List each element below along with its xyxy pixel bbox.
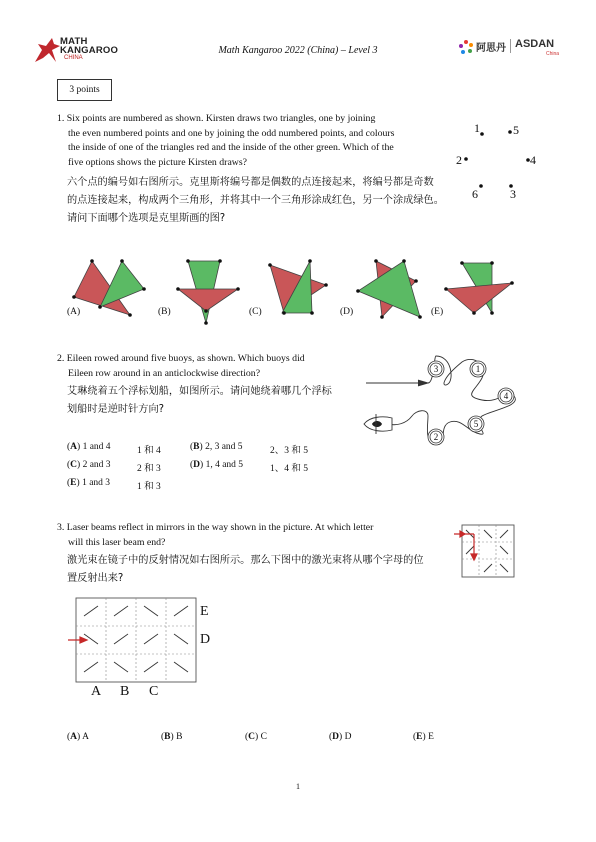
grid-letter-b: B (120, 684, 130, 699)
q1-cn3: 请问下面哪个选项是克里斯画的图? (67, 213, 226, 224)
q2-option-c-en: 2 and 3 (82, 460, 111, 470)
buoy-4: 4 (503, 391, 509, 401)
q1-points-diagram (452, 118, 542, 208)
logo-line-1: MATH (60, 36, 88, 47)
points-box: 3 points (57, 79, 112, 101)
point-label-5: 5 (513, 123, 519, 137)
q3-option-a[interactable]: (A) A (67, 732, 89, 742)
q2-option-a-en: 1 and 4 (82, 442, 111, 452)
q2-cn2: 划船时是逆时针方向? (67, 404, 165, 415)
q2-option-b-en: 2, 3 and 5 (205, 442, 243, 452)
point-label-3: 3 (510, 187, 516, 201)
q3-example-diagram (454, 522, 520, 582)
q2-option-e-cn: 1 和 3 (137, 482, 161, 492)
q2-option-e[interactable]: (E) 1 and 3 (67, 478, 111, 488)
q3-option-b-text: B (176, 732, 183, 742)
q1-line4: five options shows the picture Kirsten draws? (68, 156, 248, 168)
q2-cn-text (67, 383, 332, 419)
q3-cn2: 置反射出来? (67, 573, 124, 584)
q1-cn1: 六个点的编号如右图所示。克里斯将编号都是偶数的点连接起来，将编号都是奇数 (67, 177, 434, 188)
q2-option-b[interactable]: (B) 2, 3 and 5 (190, 442, 243, 452)
q1-cn-text (67, 174, 444, 228)
q3-option-c[interactable]: (C) C (245, 732, 267, 742)
asdan-sub: China (546, 51, 560, 57)
q3-text (57, 521, 373, 550)
asdan-cn: 阿思丹 (476, 43, 506, 54)
grid-letter-d: D (200, 632, 211, 647)
point-label-1: 1 (474, 121, 480, 135)
q2-option-a-cn: 1 和 4 (137, 446, 161, 456)
boat-icon (364, 414, 392, 434)
q1-line2: the even numbered points and one by joining the odd numbered points, and colours (68, 127, 395, 139)
q3-option-c-text: C (260, 732, 267, 742)
q1-option-c[interactable]: (C) (249, 307, 262, 317)
q3-cn-text (67, 552, 424, 588)
buoy-2: 2 (433, 432, 439, 442)
q2-option-b-cn: 2、3 和 5 (270, 446, 309, 456)
q3-option-e[interactable]: (E) E (413, 732, 434, 742)
q3-option-e-text: E (428, 732, 434, 742)
buoy-3: 3 (433, 364, 439, 374)
q2-option-e-en: 1 and 3 (82, 478, 111, 488)
page-header-title: Math Kangaroo 2022 (China) – Level 3 (218, 45, 378, 56)
point-label-2: 2 (456, 153, 462, 167)
q3-option-d[interactable]: (D) D (329, 732, 352, 742)
q3-option-d-text: D (344, 732, 352, 742)
q2-option-a[interactable]: (A) 1 and 4 (67, 442, 111, 452)
q1-option-b[interactable]: (B) (158, 307, 171, 317)
grid-letter-c: C (149, 684, 159, 699)
q2-option-c-cn: 2 和 3 (137, 464, 161, 474)
logo-line-2: KANGAROO (60, 45, 119, 56)
grid-letter-e: E (200, 604, 209, 619)
q2-line1: 2. Eileen rowed around five buoys, as shown. Which buoys did (57, 353, 305, 364)
q2-option-d-en: 1, 4 and 5 (205, 460, 244, 470)
point-label-6: 6 (472, 187, 478, 201)
asdan-logo (458, 39, 568, 63)
q2-buoys-diagram (362, 350, 532, 455)
point-label-4: 4 (530, 153, 536, 167)
q3-cn1: 激光束在镜子中的反射情况如右图所示。那么下图中的激光束将从哪个字母的位 (67, 555, 424, 566)
logo-line-3: CHINA (64, 55, 83, 61)
q2-cn1: 艾琳绕着五个浮标划船，如图所示。请问她绕着哪几个浮标 (67, 386, 332, 397)
q3-option-a-text: A (82, 732, 89, 742)
asdan-en: ASDAN (515, 38, 555, 50)
q3-line2: will this laser beam end? (68, 536, 166, 548)
q1-option-d[interactable]: (D) (340, 307, 354, 317)
page-number: 1 (296, 782, 300, 791)
q2-option-d-cn: 1、4 和 5 (270, 464, 309, 474)
q3-option-b[interactable]: (B) B (161, 732, 183, 742)
q2-text (57, 352, 305, 381)
buoy-1: 1 (475, 364, 481, 374)
q2-line2: Eileen row around in an anticlockwise direction? (68, 367, 261, 379)
grid-letter-a: A (91, 684, 102, 699)
q3-line1: 3. Laser beams reflect in mirrors in the way shown in the picture. At which letter (57, 522, 374, 533)
logo-separator (510, 39, 511, 53)
q2-option-c[interactable]: (C) 2 and 3 (67, 460, 111, 470)
q1-option-a[interactable]: (A) (67, 307, 81, 317)
q1-line3: the inside of one of the triangles red and the inside of the other green. Which of the (68, 142, 394, 153)
q1-cn2: 的点连接起来，构成两个三角形，并将其中一个三角形涂成红色，另一个涂成绿色。 (67, 195, 444, 206)
asdan-star-icon (458, 39, 474, 55)
buoy-5: 5 (473, 419, 479, 429)
q1-text (57, 112, 395, 170)
q1-line1: 1. Six points are numbered as shown. Kirsten draws two triangles, one by joining (57, 113, 376, 124)
q1-option-e[interactable]: (E) (431, 307, 444, 317)
q1-options-figures (60, 255, 530, 327)
q2-option-d[interactable]: (D) 1, 4 and 5 (190, 460, 244, 470)
